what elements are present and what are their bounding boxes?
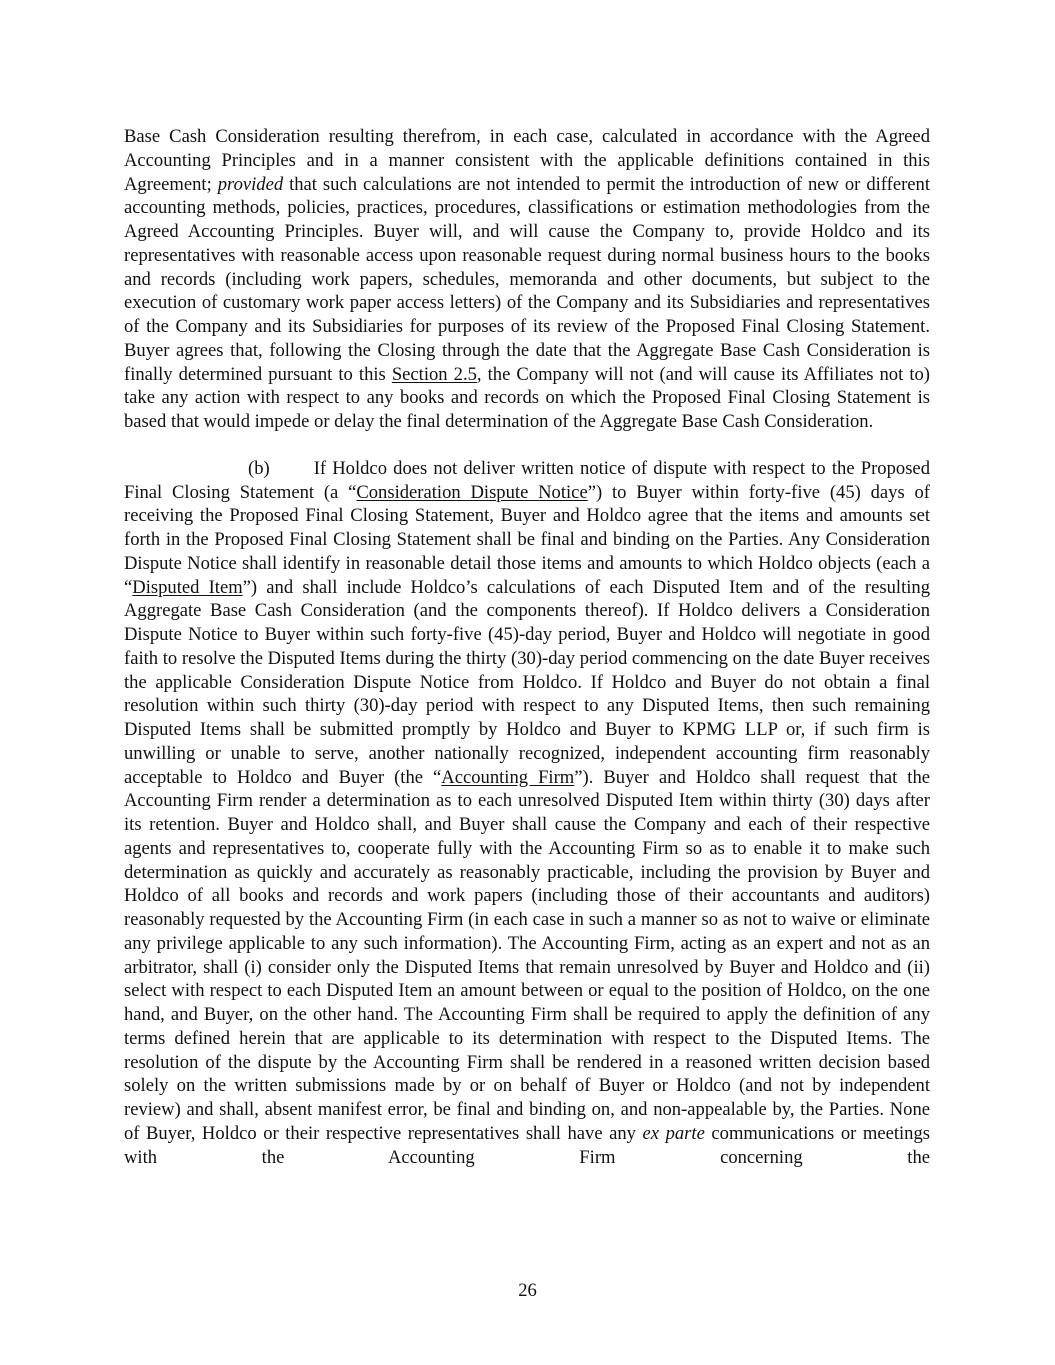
paragraph-a-text-2: that such calculations are not intended to permit the introduction of new or different accounting methods, policies, practices, procedures, classifications or estimation methodologies from the Agreed Accounting Principles. Buyer will, and will cause the Company to, provide Holdco and its representatives with reasonable access upon reasonable request during normal business hours to the books and records (including work papers, schedules, memoranda and other documents, but subject to the execution of customary work paper access letters) of the Company and its Subsidiaries and representatives of the Company and its Subsidiaries for purposes of its review of the Proposed Final Closing Statement. Buyer agrees that, following the Closing through the date that the Aggregate Base Cash Consideration is finally determined pursuant to this: [124, 173, 930, 385]
ex-parte-italic-term: ex parte: [642, 1122, 705, 1144]
provided-italic-term: provided: [217, 173, 284, 195]
paragraph-a-text-3: , the Company will not (and will cause its Affiliates not to) take any action with respect to any books and records on which the Proposed Final Closing Statement is based that would impede or delay the final determination of the Aggregate Base Cash Consideration.: [124, 363, 930, 432]
defined-term-accounting-firm: Accounting Firm: [441, 766, 575, 788]
paragraph-b-text-1: If Holdco does not deliver written notice of dispute with respect to the Proposed Final Closing Statement (a “: [124, 457, 930, 503]
paragraph-a: [124, 125, 930, 434]
defined-term-disputed-item: Disputed Item: [132, 576, 243, 598]
paragraph-a-text-1: Base Cash Consideration resulting therefrom, in each case, calculated in accordance with the Agreed Accounting Principles and in a manner consistent with the applicable definitions contained in this Agreement;: [124, 126, 930, 195]
paragraph-b: [124, 457, 930, 1170]
paragraph-b-text-5: communications or meetings with the Accounting Firm concerning the: [124, 1122, 931, 1168]
paragraph-b-text-4: ”). Buyer and Holdco shall request that the Accounting Firm render a determination as to each unresolved Disputed Item within thirty (30) days after its retention. Buyer and Holdco shall, and Buyer shall cause the Company and each of their respective agents and representatives to, cooperate fully with the Accounting Firm so as to enable it to make such determination as quickly and accurately as reasonably practicable, including the provision by Buyer and Holdco of all books and records and work papers (including those of their accountants and auditors) reasonably requested by the Accounting Firm (in each case in such a manner so as not to waive or eliminate any privilege applicable to any such information). The Accounting Firm, acting as an expert and not as an arbitrator, shall (i) consider only the Disputed Items that remain unresolved by Buyer and Holdco and (ii) select with respect to each Disputed Item an amount between or equal to the position of Holdco, on the one hand, and Buyer, on the other hand. The Accounting Firm shall be required to apply the definition of any terms defined herein that are applicable to its determination with respect to the Disputed Items. The resolution of the dispute by the Accounting Firm shall be rendered in a reasoned written decision based solely on the written submissions made by or on behalf of Buyer or Holdco (and not by independent review) and shall, absent manifest error, be final and binding on, and non-appealable by, the Parties. None of Buyer, Holdco or their respective representatives shall have any: [124, 766, 931, 1144]
paragraph-b-text-2: ”) to Buyer within forty-five (45) days of receiving the Proposed Final Closing Statement, Buyer and Holdco agree that the items and amounts set forth in the Proposed Final Closing Statement shall be final and binding on the Parties. Any Consideration Dispute Notice shall identify in reasonable detail those items and amounts to which Holdco objects (each a “: [124, 481, 930, 598]
defined-term-consideration-dispute-notice: Consideration Dispute Notice: [356, 481, 588, 503]
document-page-body: [124, 125, 930, 1169]
paragraph-b-text-3: ”) and shall include Holdco’s calculations of each Disputed Item and of the resulting Aggregate Base Cash Consideration (and the components thereof). If Holdco delivers a Consideration Dispute Notice to Buyer within such forty-five (45)-day period, Buyer and Holdco will negotiate in good faith to resolve the Disputed Items during the thirty (30)-day period commencing on the date Buyer receives the applicable Consideration Dispute Notice from Holdco. If Holdco and Buyer do not obtain a final resolution within such thirty (30)-day period with respect to any Disputed Items, then such remaining Disputed Items shall be submitted promptly by Holdco and Buyer to KPMG LLP or, if such firm is unwilling or unable to serve, another nationally recognized, independent accounting firm reasonably acceptable to Holdco and Buyer (the “: [124, 576, 930, 788]
paragraph-b-label: (b): [248, 457, 270, 479]
page-number: 26: [518, 1280, 537, 1301]
section-2-5-reference: Section 2.5: [391, 363, 477, 385]
